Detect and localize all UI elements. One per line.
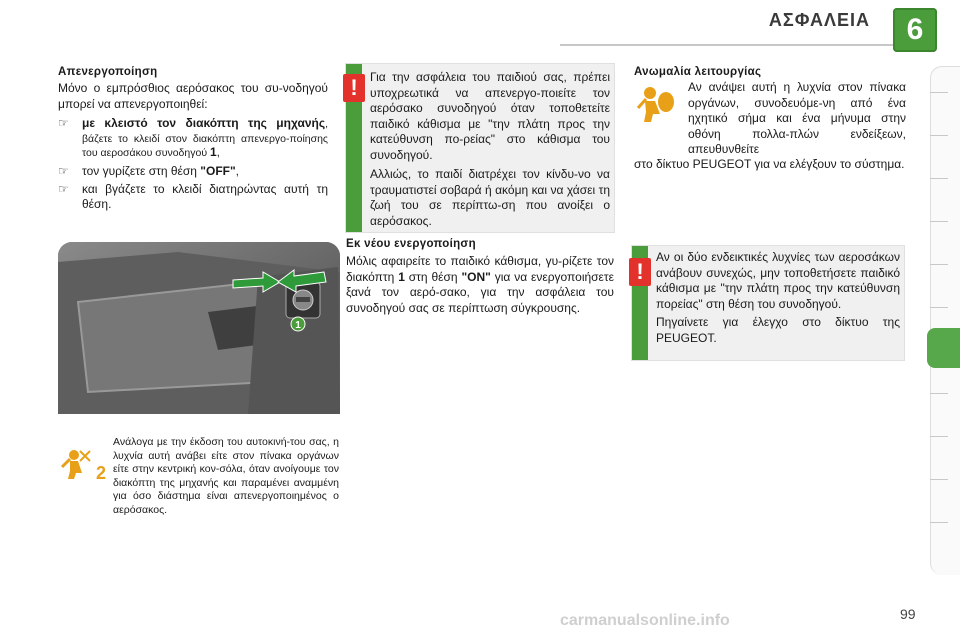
reactivation-text-c: για να ενεργοποιήσετε ξανά τον αερό-σακο, για την ασφάλεια του συνοδηγού σας σε περίπτωση σύγκρουσης.: [346, 269, 614, 315]
step-3: [58, 182, 328, 211]
pointing-hand-icon: ☞: [58, 163, 69, 178]
indicator-note: [113, 436, 339, 517]
tab-divider: [930, 307, 948, 308]
step-2-end: ,: [235, 163, 240, 178]
chapter-number: 6: [906, 13, 924, 46]
lamp-warning-paragraph-1: Αν οι δύο ενδεικτικές λυχνίες των αεροσάκων ανάβουν συνεχώς, μην τοποθετήσετε παιδικό κάθισμα με "την πλάτη προς την κατεύθυνση πορείας" στη θέση του συνοδηγού.: [656, 250, 900, 311]
tab-divider: [930, 135, 948, 136]
step-1-text: , βάζετε το κλειδί στον διακόπτη απενεργο-ποίησης του αεροσάκου συνοδηγού: [82, 118, 328, 159]
page-number: 99: [900, 606, 916, 622]
warning-icon: !: [629, 258, 651, 286]
chapter-badge: [893, 8, 937, 52]
warning-paragraph-2: Αλλιώς, το παιδί διατρέχει τον κίνδυ-νο να τραυματιστεί σοβαρά ή ακόμη και να χάσει τη ζωή του σε περίπτω-ση που ανοίξει ο αερόσακος.: [370, 167, 610, 228]
indicator-note-text: Ανάλογα με την έκδοση του αυτοκινή-του σας, η λυχνία αυτή ανάβει είτε στον πίνακα οργάνων είτε στην κεντρική κον-σόλα, όταν ανοίγουμε τον διακόπτη της μηχανής και παραμένει αναμμένη για όσο διάστημα είναι απενεργοποιημένος ο αερόσακος.: [113, 436, 339, 516]
malfunction-paragraph: Αν ανάψει αυτή η λυχνία στον πίνακα οργάνων, συνοδευόμε-νη από ένα ηχητικό σήμα και ένα μήνυμα στην οθόνη πολλα-πλών ενδείξεων, απευθυνθείτε: [688, 80, 906, 156]
lamp-warning-paragraph-2: Πηγαίνετε για έλεγχο στο δίκτυο της PEUGEOT.: [656, 315, 900, 345]
tab-divider: [930, 92, 948, 93]
pointing-hand-icon: ☞: [58, 116, 69, 130]
airbag-fault-icon: [636, 86, 678, 124]
photo-marker: 1: [295, 320, 301, 331]
step-2-text: τον γυρίζετε στη θέση: [82, 163, 201, 178]
reactivation-text-b: στη θέση: [404, 269, 462, 284]
tab-divider: [930, 264, 948, 265]
switch-number: 1: [398, 269, 405, 284]
deactivation-intro: Μόνο ο εμπρόσθιος αερόσακος του συ-νοδηγού μπορεί να απενεργοποιηθεί:: [58, 81, 328, 111]
tab-divider: [930, 522, 948, 523]
malfunction-section: [634, 66, 906, 78]
malfunction-text-indented: [688, 80, 906, 158]
header-rule: [560, 44, 900, 46]
tab-divider: [930, 393, 948, 394]
malfunction-text-full: [634, 157, 906, 173]
glovebox-illustration: [58, 242, 340, 414]
switch-number: 1: [209, 145, 217, 159]
chapter-tabs: [930, 66, 960, 575]
tab-divider: [930, 221, 948, 222]
step-1-end: ,: [216, 145, 221, 159]
step-1: [58, 116, 328, 160]
reactivation-title: Εκ νέου ενεργοποίηση: [346, 238, 476, 250]
airbag-off-icon: [60, 449, 106, 479]
tab-divider: [930, 479, 948, 480]
tab-divider: [930, 178, 948, 179]
section-title: ΑΣΦΑΛΕΙΑ: [768, 10, 870, 30]
step-3-text: και βγάζετε το κλειδί διατηρώντας αυτή τη θέση.: [82, 182, 328, 211]
malfunction-paragraph-cont: στο δίκτυο PEUGEOT για να ελέγξουν το σύστημα.: [634, 157, 905, 171]
reactivation-text: [346, 254, 614, 316]
watermark: carmanualsonline.info: [560, 612, 730, 629]
note-icon-number: 2: [96, 463, 106, 481]
deactivation-title: Απενεργοποίηση: [58, 66, 158, 78]
reactivation-section: [346, 238, 614, 316]
tab-divider: [930, 436, 948, 437]
reactivation-text-a: Μόλις αφαιρείτε το παιδικό κάθισμα, γυ-ρίζετε τον διακόπτη: [346, 254, 614, 284]
pointing-hand-icon: ☞: [58, 182, 69, 196]
lamp-warning-text: [656, 250, 900, 346]
child-seat-warning-text: [370, 70, 610, 229]
chapter-tab-active[interactable]: [927, 328, 960, 368]
deactivation-section: [58, 66, 328, 211]
airbag-switch-photo: [58, 242, 340, 414]
malfunction-title: Ανωμαλία λειτουργίας: [634, 66, 762, 78]
step-1-bold: με κλειστό τον διακόπτη της μηχανής: [82, 116, 326, 130]
on-label: "ON": [461, 269, 491, 284]
step-2: [58, 164, 328, 179]
off-label: "OFF": [200, 163, 236, 178]
warning-paragraph-1: Για την ασφάλεια του παιδιού σας, πρέπει υποχρεωτικά να απενεργο-ποιείτε τον αερόσακο συνοδηγού όταν τοποθετείτε παιδικό κάθισμα με "την πλάτη προς την κατεύθυνση πο-ρείας" στο κάθισμα του συνοδηγού.: [370, 70, 610, 162]
warning-icon: !: [343, 74, 365, 102]
